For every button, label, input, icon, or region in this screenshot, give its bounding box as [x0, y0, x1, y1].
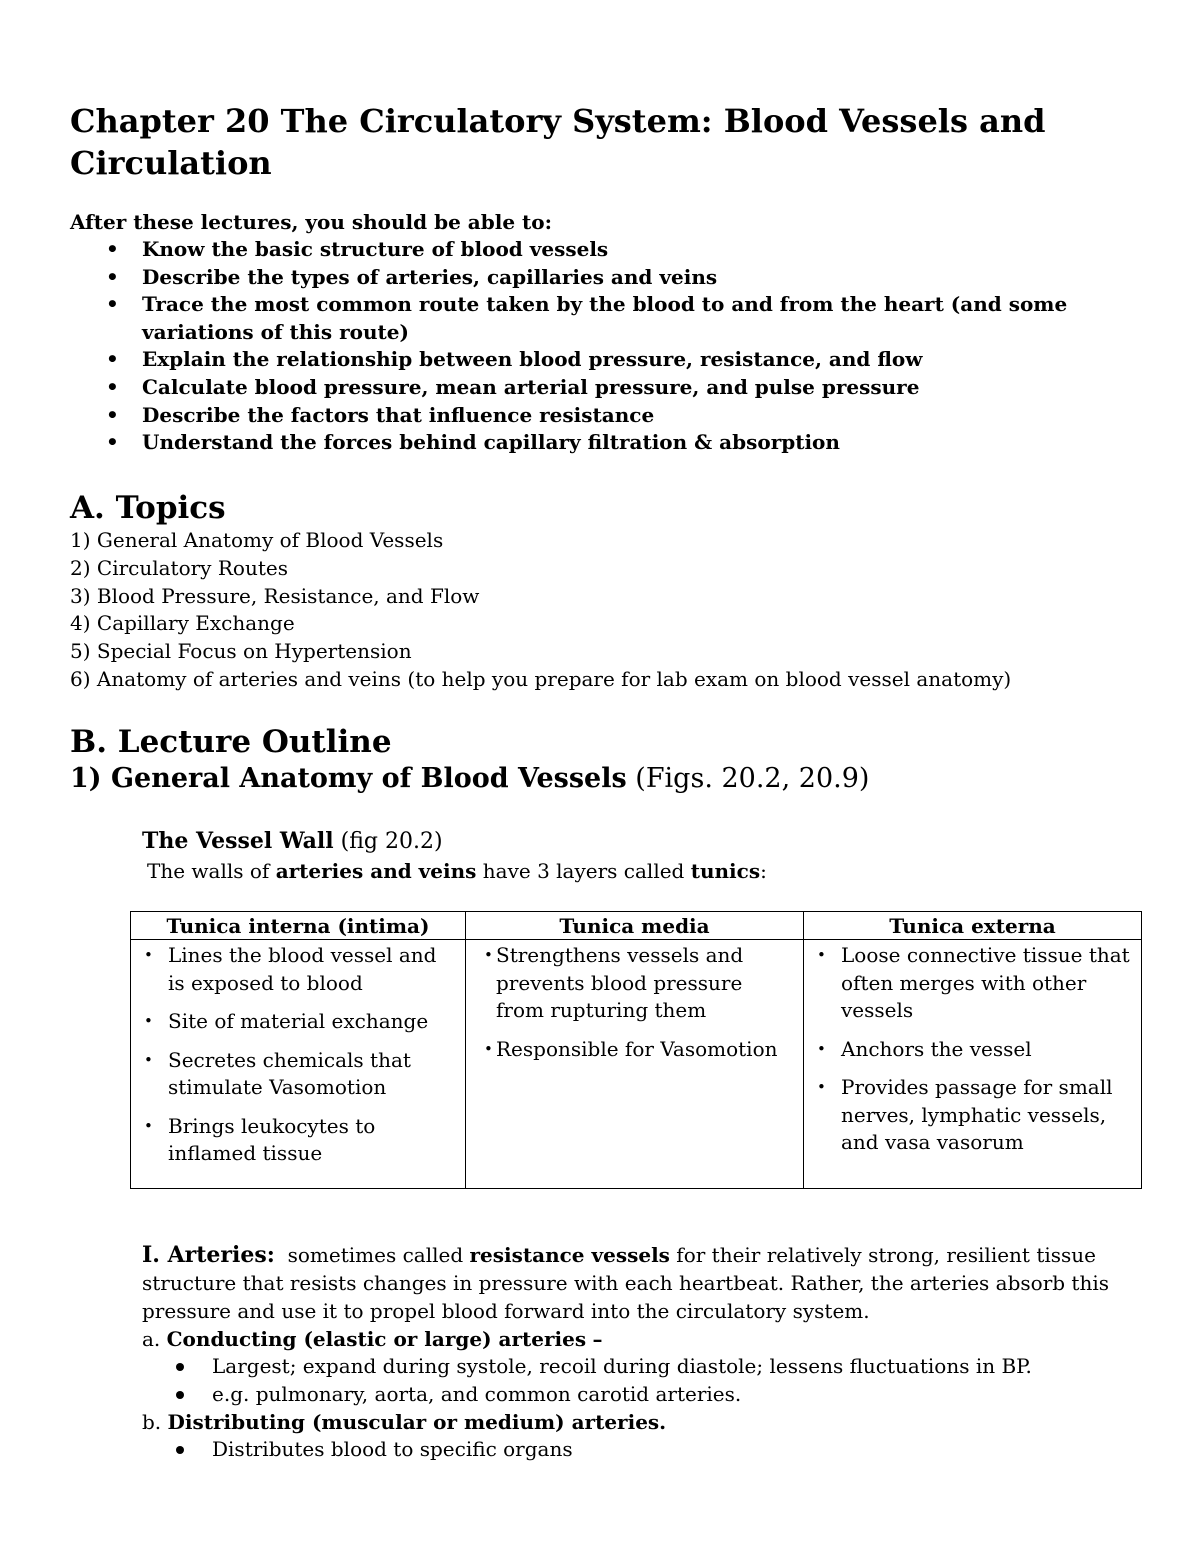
list-item: • Provides passage for small nerves, lymphatic vessels, and vasa vasorum — [812, 1074, 1133, 1157]
header-tunica-interna: Tunica interna (intima) — [131, 912, 466, 940]
arteries-text: sometimes called — [287, 1243, 464, 1267]
vessel-wall-fig: (fig 20.2) — [340, 829, 443, 854]
objective-item: • Describe the types of arteries, capillaries and veins — [70, 264, 1140, 292]
wall-text-bold: tunics — [690, 859, 761, 883]
topic-item: 1) General Anatomy of Blood Vessels — [70, 528, 444, 552]
list-item: • Site of material exchange — [139, 1008, 457, 1036]
list-item: • Loose connective tissue that often merges with other vessels — [812, 942, 1133, 1025]
topics-heading: A. Topics — [70, 490, 226, 526]
arteries-text: for their relatively strong, resilient tissue structure that resists changes in pressure with each heartbeat. Rather, the arteries absorb this pressure and use it to propel blood forward into the circulatory system. — [142, 1243, 1110, 1323]
objectives-intro: After these lectures, you should be able to: — [70, 210, 552, 234]
sub-prefix: b. — [142, 1410, 162, 1434]
topic-item: 5) Special Focus on Hypertension — [70, 639, 412, 664]
vessel-wall-text — [147, 857, 767, 885]
list-item: • Lines the blood vessel and is exposed to blood — [139, 942, 457, 997]
cell-tunica-externa — [804, 940, 1142, 1189]
tunics-table — [130, 911, 1142, 1189]
topic-item: 3) Blood Pressure, Resistance, and Flow — [70, 583, 480, 608]
sub-title: Conducting (elastic or large) arteries — [166, 1327, 587, 1351]
header-tunica-media: Tunica media — [466, 912, 804, 940]
cell-tunica-media — [466, 940, 804, 1189]
list-item: e.g. pulmonary, aorta, and common carotid arteries. — [142, 1381, 1142, 1409]
chapter-title: Chapter 20 The Circulatory System: Blood Vessels and Circulation — [70, 102, 1046, 182]
media-list — [474, 942, 795, 1063]
list-item: Largest; expand during systole, recoil during diastole; lessens fluctuations in BP. — [142, 1353, 1142, 1381]
distributing-arteries-heading — [142, 1408, 666, 1436]
topics-list — [70, 527, 1130, 694]
cell-tunica-interna — [131, 940, 466, 1189]
header-tunica-externa: Tunica externa — [804, 912, 1142, 940]
arteries-paragraph — [142, 1241, 1122, 1325]
list-item: • Strengthens vessels and prevents blood pressure from rupturing them — [474, 942, 795, 1025]
sub-prefix: a. — [142, 1327, 161, 1351]
conducting-arteries-list — [142, 1353, 1142, 1408]
list-item: Distributes blood to specific organs — [142, 1436, 1142, 1464]
list-item: • Responsible for Vasomotion — [474, 1036, 795, 1064]
list-item: • Anchors the vessel — [812, 1036, 1133, 1064]
section-1-heading — [70, 760, 869, 798]
arteries-heading: I. Arteries: — [142, 1242, 275, 1268]
wall-text-part: The walls of — [147, 859, 270, 883]
table-header-row — [131, 912, 1142, 940]
table-row — [131, 940, 1142, 1189]
arteries-bold: resistance vessels — [469, 1243, 670, 1267]
interna-list — [139, 942, 457, 1168]
wall-text-part: : — [760, 859, 767, 883]
externa-list — [812, 942, 1133, 1157]
vessel-wall-heading — [142, 826, 443, 857]
objective-item: • Describe the factors that influence resistance — [70, 402, 1140, 430]
objective-item: • Trace the most common route taken by the blood to and from the heart (and some variations of this route) — [70, 291, 1140, 346]
wall-text-bold: arteries and veins — [275, 859, 477, 883]
vessel-wall-title: The Vessel Wall — [142, 828, 334, 854]
topic-item: 4) Capillary Exchange — [70, 611, 295, 636]
outline-heading: B. Lecture Outline — [70, 724, 392, 760]
distributing-arteries-list — [142, 1436, 1142, 1464]
objective-item: • Explain the relationship between blood pressure, resistance, and flow — [70, 346, 1140, 374]
list-item: • Secretes chemicals that stimulate Vasomotion — [139, 1047, 457, 1102]
section-1-title: 1) General Anatomy of Blood Vessels — [70, 763, 627, 794]
topic-item: 6) Anatomy of arteries and veins (to help you prepare for lab exam on blood vessel anatomy) — [70, 666, 1012, 691]
objective-item: • Calculate blood pressure, mean arterial pressure, and pulse pressure — [70, 374, 1140, 402]
wall-text-part: have 3 layers called — [482, 859, 685, 883]
sub-title: Distributing (muscular or medium) arteries. — [167, 1410, 667, 1434]
conducting-arteries-heading — [142, 1325, 602, 1353]
list-item: • Brings leukocytes to inflamed tissue — [139, 1113, 457, 1168]
topic-item: 2) Circulatory Routes — [70, 555, 288, 580]
sub-suffix: – — [592, 1327, 603, 1351]
objective-item: • Understand the forces behind capillary filtration & absorption — [70, 429, 1140, 457]
objectives-list — [70, 236, 1140, 457]
section-1-figs: (Figs. 20.2, 20.9) — [635, 763, 870, 794]
objective-item: • Know the basic structure of blood vessels — [70, 236, 1140, 264]
